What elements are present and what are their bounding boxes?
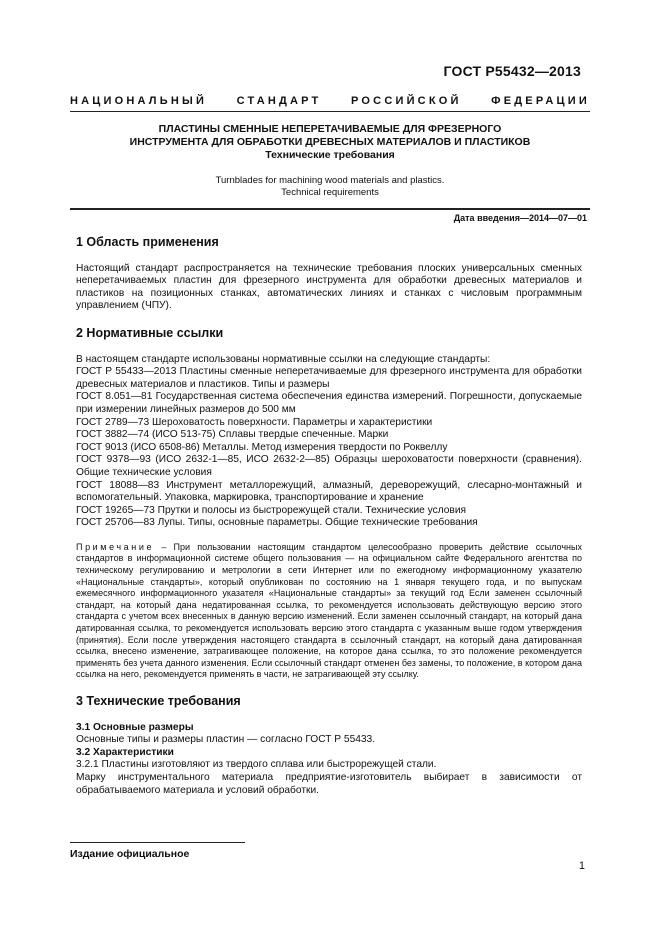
title-ru-subtitle: Технические требования bbox=[265, 149, 395, 161]
gost-code: ГОСТ Р55432—2013 bbox=[443, 63, 581, 79]
top-rule bbox=[70, 111, 590, 112]
document-body bbox=[76, 236, 582, 811]
note-label: Примечание bbox=[76, 541, 155, 552]
section-2 bbox=[76, 327, 582, 681]
title-en bbox=[70, 175, 590, 199]
section-heading: 2 Нормативные ссылки bbox=[76, 325, 224, 340]
note-text: – При пользовании настоящим стандартом целесообразно проверить действие ссылочных стандартов в информационной системе общего пользования — на официальном сайте Федерального агентства по техническому регулированию и метрологии в сети Интернет или по ежегодному информационному указателю «Национальные стандарты», который опубликован по состоянию на 1 января текущего года, и по выпускам ежемесячного информационного указателя «Национальные стандарты» за текущий год Если заменен ссылочный стандарт, на который дана недатированная ссылка, то рекомендуется использовать действующую версию этого стандарта с учетом всех внесенных в данную версию изменений. Если заменен ссылочный стандарт, на который дана датированная ссылка, то рекомендуется использовать версию этого стандарта с указанным выше годом утверждения (принятия). Если после утверждения настоящего стандарта в ссылочный стандарт, на который дана датированная ссылка, внесено изменение, затрагивающее положение, на которое дана ссылка, то это положение рекомендуется применять без учета данного изменения. Если ссылочный стандарт отменен без замены, то положение, в котором дана ссылка на него, рекомендуется применять в части, не затрагивающей эту ссылку. bbox=[76, 541, 582, 680]
subsection-heading: 3.2 Характеристики bbox=[76, 746, 174, 758]
page-number: 1 bbox=[578, 860, 585, 872]
section-1 bbox=[76, 236, 582, 313]
title-ru-line2: ИНСТРУМЕНТА ДЛЯ ОБРАБОТКИ ДРЕВЕСНЫХ МАТЕРИАЛОВ И ПЛАСТИКОВ bbox=[129, 136, 531, 148]
title-ru-line1: ПЛАСТИНЫ СМЕННЫЕ НЕПЕРЕТАЧИВАЕМЫЕ ДЛЯ ФРЕЗЕРНОГО bbox=[158, 123, 502, 135]
subsection-heading: 3.1 Основные размеры bbox=[76, 721, 194, 733]
reference-item: ГОСТ 3882—74 (ИСО 513-75) Сплавы твердые спеченные. Марки bbox=[76, 429, 389, 441]
paragraph: Марку инструментального материала предприятие-изготовитель выбирает в зависимости от обрабатываемого материала и условий обработки. bbox=[76, 771, 582, 796]
paragraph: 3.2.1 Пластины изготовляют из твердого сплава или быстрорежущей стали. bbox=[76, 759, 437, 771]
paragraph: В настоящем стандарте использованы нормативные ссылки на следующие стандарты: bbox=[76, 353, 491, 365]
section-heading: 1 Область применения bbox=[76, 235, 219, 249]
reference-item: ГОСТ 18088—83 Инструмент металлорежущий, алмазный, дереворежущий, слесарно-монтажный и вспомогательный. Упаковка, маркировка, транспортирование и хранение bbox=[76, 479, 582, 504]
note bbox=[76, 542, 582, 681]
official-edition: Издание официальное bbox=[70, 848, 190, 860]
title-en-line1: Turnblades for machining wood materials and plastics. bbox=[215, 175, 445, 186]
reference-item: ГОСТ 9378—93 (ИСО 2632-1—85, ИСО 2632-2—85) Образцы шероховатости поверхности (сравнения). Общие технические условия bbox=[76, 454, 582, 478]
paragraph: Настоящий стандарт распространяется на технические требования плоских универсальных сменных неперетачиваемых пластин для фрезерного инструмента для обработки древесных материалов и пластиков на позиционных станках, автоматических линиях и станках с числовым программным управлением (ЧПУ). bbox=[76, 262, 582, 312]
section-heading: 3 Технические требования bbox=[76, 694, 241, 708]
section-3 bbox=[76, 695, 582, 797]
reference-item: ГОСТ 2789—73 Шероховатость поверхности. Параметры и характеристики bbox=[76, 416, 433, 428]
footer-rule bbox=[70, 842, 245, 843]
reference-item: ГОСТ 9013 (ИСО 6508-86) Металлы. Метод измерения твердости по Роквеллу bbox=[76, 441, 448, 453]
title-block bbox=[70, 123, 590, 199]
national-standard-banner: НАЦИОНАЛЬНЫЙ СТАНДАРТ РОССИЙСКОЙ ФЕДЕРАЦИИ bbox=[70, 95, 590, 107]
reference-item: ГОСТ Р 55433—2013 Пластины сменные неперетачиваемые для фрезерного инструмента для обработки древесных материалов и пластиков. Типы и размеры bbox=[76, 366, 582, 390]
title-rule bbox=[70, 208, 590, 210]
reference-item: ГОСТ 19265—73 Прутки и полосы из быстрорежущей стали. Технические условия bbox=[76, 504, 467, 516]
paragraph: Основные типы и размеры пластин — согласно ГОСТ Р 55433. bbox=[76, 734, 376, 746]
title-en-line2: Technical requirements bbox=[281, 187, 379, 198]
title-ru bbox=[70, 123, 590, 162]
introduction-date: Дата введения—2014—07—01 bbox=[453, 213, 587, 223]
reference-item: ГОСТ 8.051—81 Государственная система обеспечения единства измерений. Погрешности, допускаемые при измерении линейных размеров до 500 мм bbox=[76, 391, 582, 415]
reference-item: ГОСТ 25706—83 Лупы. Типы, основные параметры. Общие технические требования bbox=[76, 517, 478, 529]
